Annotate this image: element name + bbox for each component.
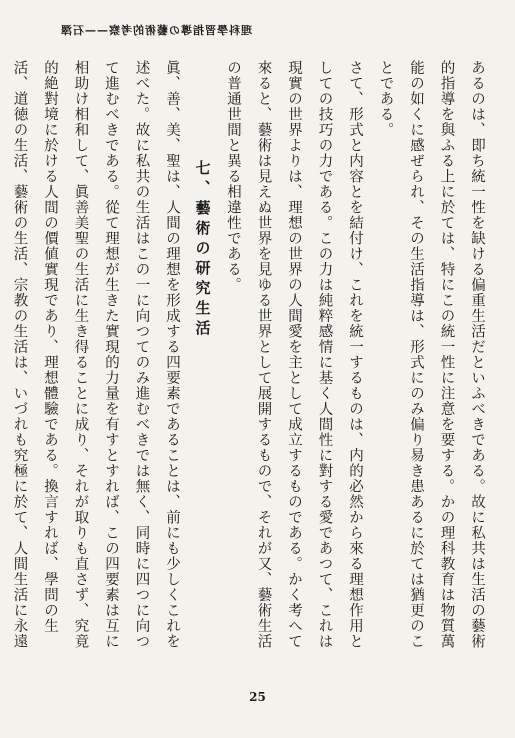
page-header xyxy=(0,10,515,50)
section-heading: 七、藝術の研究生活 xyxy=(193,160,212,340)
page-number: 25 xyxy=(249,690,266,704)
paragraph: 眞、善、美、聖は、人間の理想を形成する四要素であることは、前にも少しくこれを述べた。故に私共の生活はこの一に向つてのみ進むべきでは無く、同時に四つに向つて進むべきである。從て理想が生きた實現的力量を有すとすれば、この四要素は互に相助け相和して、眞善美聖の生活に生き得ることに成り、それが取りも直さず、究竟的絶對境に於ける人間の價値實現であり、理想體驗である。換言すれば、學問の生活、道徳の生活、藝術の生活、宗教の生活は、いづれも究極に於て、人間生活に永遠 xyxy=(11,60,180,649)
vertical-body-text xyxy=(11,60,492,660)
running-title: 理科學習指導の藝術的考察——石澤 xyxy=(60,24,252,37)
paragraph: あるのは、即ち統一性を缺ける偏重生活だといふべきである。故に私共は生活の藝術的指導を與ふる上に於ては、特にこの統一性に注意を要する。かの理科教育は物質萬能の如くに感ぜられ、その生活指導は、形式にのみ偏り易き患あるに於ては猶更のことである。 xyxy=(377,60,485,649)
paragraph: さて、形式と内容とを結付け、これを統一するものは、内的必然から來る理想作用としての技巧の力である。この力は純粹感情に基く人間性に對する愛であつて、これは現實の世界よりは、理想の世界の人間愛を主として成立するものである。かく考へて來ると、藝術は見えぬ世界を見ゆる世界として展開するもので、それが又、藝術生活の普通世間と異る相違性である。 xyxy=(225,60,363,649)
